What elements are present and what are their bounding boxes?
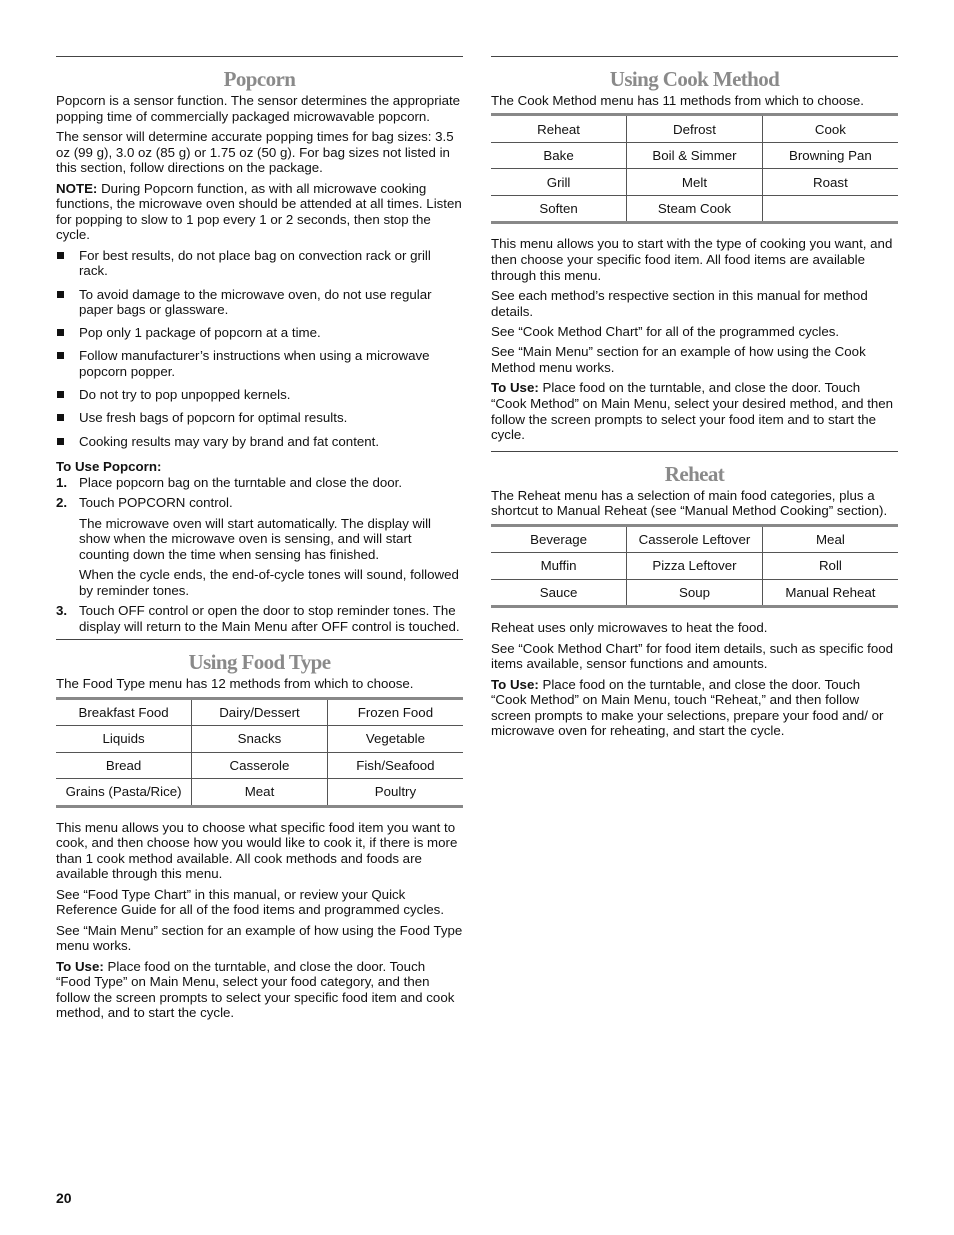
step-item: 3. Touch OFF control or open the door to stop reminder tones. The display will return to the Main Menu after OFF control is touched.: [56, 603, 460, 634]
popcorn-steps-list: [56, 475, 463, 635]
cook-method-chart-reference: See “Cook Method Chart” for all of the programmed cycles.: [491, 323, 840, 339]
right-column: [491, 56, 898, 744]
table-cell: Grains (Pasta/Rice): [56, 779, 192, 807]
table-row: [491, 525, 898, 553]
list-item: To avoid damage to the microwave oven, do not use regular paper bags or glassware.: [56, 287, 463, 318]
table-cell: Bread: [56, 752, 192, 779]
table-cell: Sauce: [491, 579, 627, 607]
table-cell: [762, 195, 898, 223]
table-cell: Meal: [762, 525, 898, 553]
note-label: NOTE:: [56, 180, 98, 196]
table-row: [491, 142, 898, 169]
list-item: Use fresh bags of popcorn for optimal results.: [56, 410, 463, 426]
step-item: 2. Touch POPCORN control. The microwave oven will start automatically. The display will show when the microwave oven is sensing, and will start counting down the time when sensing has finished. When the cycle ends, the end-of-cycle tones will sound, followed by reminder tones.: [56, 495, 463, 598]
cook-method-description: This menu allows you to start with the type of cooking you want, and then choose your specific food item. All food items are available through this menu.: [491, 236, 893, 283]
table-cell: Soften: [491, 195, 627, 223]
popcorn-heading: Popcorn: [223, 67, 296, 91]
popcorn-tips-list: [56, 248, 463, 450]
table-cell: Beverage: [530, 531, 588, 547]
popcorn-bag-sizes: The sensor will determine accurate popping times for bag sizes: 3.5 oz (99 g), 3.0 oz (85 g) or 1.75 oz (50 g). For bag sizes not listed in this section, follow directions on the package.: [56, 128, 454, 176]
cook-method-main-menu-reference: See “Main Menu” section for an example of how using the Cook Method menu works.: [491, 344, 866, 375]
list-item: Pop only 1 package of popcorn at a time.: [56, 325, 463, 341]
table-row: [491, 195, 898, 223]
table-cell: Casserole: [192, 752, 328, 779]
popcorn-intro: Popcorn is a sensor function. The sensor determines the appropriate popping time of commercially packaged microwavable popcorn.: [56, 93, 461, 124]
section-divider: [56, 639, 463, 640]
table-cell: Casserole Leftover: [627, 525, 763, 553]
table-row: [56, 779, 463, 807]
table-cell: Defrost: [627, 115, 763, 143]
table-cell: Roast: [762, 169, 898, 196]
to-use-popcorn-heading: To Use Popcorn:: [56, 459, 162, 475]
table-cell: Muffin: [491, 553, 627, 580]
bullet-square-icon: [57, 291, 64, 298]
table-cell: Breakfast Food: [78, 704, 169, 720]
table-cell: Meat: [192, 779, 328, 807]
table-cell: Browning Pan: [762, 142, 898, 169]
bullet-square-icon: [57, 414, 64, 421]
reheat-heading: Reheat: [664, 461, 725, 486]
bullet-square-icon: [57, 329, 64, 336]
food-type-intro: The Food Type menu has 12 methods from which to choose.: [56, 676, 414, 692]
reheat-table: [491, 524, 898, 609]
bullet-square-icon: [57, 438, 64, 445]
table-cell: Melt: [627, 169, 763, 196]
cook-method-sections-reference: See each method’s respective section in this manual for method details.: [491, 287, 868, 319]
bullet-square-icon: [57, 391, 64, 398]
table-cell: Fish/Seafood: [327, 752, 463, 779]
table-cell: Bake: [491, 142, 627, 169]
cook-method-intro: The Cook Method menu has 11 methods from which to choose.: [491, 93, 865, 108]
table-row: [56, 752, 463, 779]
table-row: [491, 553, 898, 580]
table-cell: Vegetable: [327, 726, 463, 753]
food-type-to-use: To Use: Place food on the turntable, and close the door. Touch “Food Type” on Main Menu, select your food category, and then follow the screen prompts to select your specific food item and cook method, and to start the cycle.: [56, 958, 455, 1021]
table-cell: Boil & Simmer: [627, 142, 763, 169]
table-cell: Snacks: [192, 726, 328, 753]
food-type-chart-reference: See “Food Type Chart” in this manual, or review your Quick Reference Guide for all of the food items and programmed cycles.: [56, 886, 445, 918]
food-type-description: This menu allows you to choose what specific food item you want to cook, and then choose how you would like to cook it, if there is more than 1 cook method available. All cook methods and foods are available through this menu.: [56, 819, 458, 882]
table-cell: Soup: [627, 579, 763, 607]
table-cell: Pizza Leftover: [627, 553, 763, 580]
table-cell: Liquids: [56, 726, 192, 753]
list-item: Do not try to pop unpopped kernels.: [56, 387, 463, 403]
table-row: [491, 579, 898, 607]
food-type-main-menu-reference: See “Main Menu” section for an example of how using the Food Type menu works.: [56, 922, 463, 954]
food-type-table: [56, 697, 463, 808]
bullet-square-icon: [57, 252, 64, 259]
step-detail: The microwave oven will start automatically. The display will show when the microwave oven is sensing, and will start counting down the time when sensing has finished.: [79, 515, 432, 562]
step-detail: When the cycle ends, the end-of-cycle tones will sound, followed by reminder tones.: [79, 567, 459, 598]
table-cell: Roll: [762, 553, 898, 580]
list-item: For best results, do not place bag on convection rack or grill rack.: [56, 248, 463, 279]
list-item: Follow manufacturer’s instructions when using a microwave popcorn popper.: [56, 348, 463, 379]
cook-method-to-use: To Use: Place food on the turntable, and close the door. Touch “Cook Method” on Main Menu, select your desired method, and then follow the screen prompts to select your food item and to start the cycle.: [491, 380, 894, 443]
popcorn-note: [56, 181, 463, 243]
reheat-intro: The Reheat menu has a selection of main food categories, plus a shortcut to Manual Reheat (see “Manual Method Cooking” section).: [491, 487, 888, 519]
food-type-heading: Using Food Type: [188, 650, 331, 675]
table-cell: Frozen Food: [327, 698, 463, 726]
table-row: [56, 726, 463, 753]
table-cell: Steam Cook: [627, 195, 763, 223]
cook-method-heading: Using Cook Method: [609, 67, 780, 91]
list-item: Cooking results may vary by brand and fat content.: [56, 434, 463, 450]
table-cell: Dairy/Dessert: [192, 698, 328, 726]
reheat-chart-reference: See “Cook Method Chart” for food item details, such as specific food items available, sensor functions and amounts.: [491, 640, 894, 672]
left-column: [56, 56, 463, 1026]
section-divider: [491, 56, 898, 57]
table-cell: Grill: [491, 169, 627, 196]
bullet-square-icon: [57, 352, 64, 359]
table-row: [491, 169, 898, 196]
section-divider: [491, 451, 898, 452]
note-text: During Popcorn function, as with all microwave cooking functions, the microwave oven should be attended at all times. Listen for popping to slow to 1 pop every 1 or 2 seconds, then stop the cycle.: [56, 180, 462, 243]
table-cell: Poultry: [327, 779, 463, 807]
section-divider: [56, 56, 463, 57]
page-number: 20: [56, 1190, 72, 1206]
step-item: 1. Place popcorn bag on the turntable and close the door.: [56, 474, 403, 490]
table-row: [56, 698, 463, 726]
table-row: [491, 115, 898, 143]
cook-method-table: [491, 113, 898, 224]
reheat-to-use: To Use: Place food on the turntable, and close the door. Touch “Cook Method” on Main Menu, touch “Reheat,” and then follow screen prompts to make your selections, prepare your food and/ or microwave oven for reheating, and start the cycle.: [491, 676, 884, 739]
table-cell: Manual Reheat: [762, 579, 898, 607]
reheat-microwave-note: Reheat uses only microwaves to heat the food.: [491, 620, 768, 636]
table-cell: Reheat: [537, 121, 581, 137]
table-cell: Cook: [762, 115, 898, 143]
